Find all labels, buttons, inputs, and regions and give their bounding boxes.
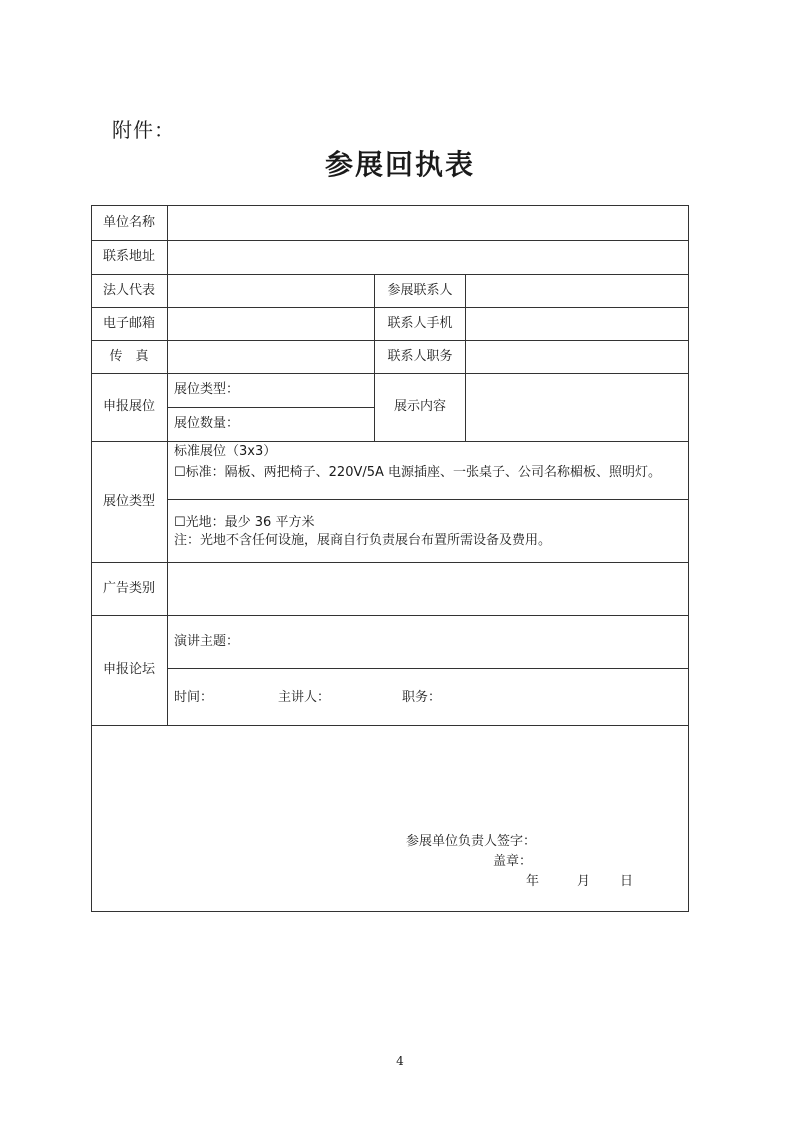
label-contact-phone: 联系人手机 <box>387 316 453 331</box>
booth-count-field: 展位数量： <box>174 416 240 431</box>
row-divider <box>92 240 688 241</box>
label-forum-apply: 申报论坛 <box>102 662 155 677</box>
label-contact-title: 联系人职务 <box>387 349 453 364</box>
row-divider <box>92 373 688 374</box>
label-contact-person: 参展联系人 <box>387 283 453 298</box>
page-title: 参展回执表 <box>324 148 475 181</box>
row-divider <box>92 615 688 616</box>
time-field: 时间： <box>174 690 214 705</box>
raw-space-note: 注：光地不含任何设施，展商自行负责展台布置所需设备及费用。 <box>174 533 552 548</box>
label-fax: 传 真 <box>109 349 149 364</box>
speaker-field: 主讲人： <box>278 690 331 705</box>
label-unit-name: 单位名称 <box>102 215 155 230</box>
date-day: 日 <box>620 874 634 889</box>
label-exhibit-content: 展示内容 <box>393 399 446 414</box>
row-divider <box>167 668 688 669</box>
row-divider <box>92 274 688 275</box>
label-email: 电子邮箱 <box>102 316 155 331</box>
label-booth-type: 展位类型 <box>102 494 155 509</box>
raw-space-option: ☐光地：最少 36 平方米 <box>174 515 315 530</box>
stamp-field: 盖章： <box>493 854 533 869</box>
row-divider <box>92 441 688 442</box>
date-month: 月 <box>577 874 591 889</box>
speech-topic-field: 演讲主题： <box>174 634 240 649</box>
row-divider <box>92 562 688 563</box>
column-divider <box>167 206 168 725</box>
row-divider <box>92 307 688 308</box>
registration-form <box>91 205 689 912</box>
position-field: 职务： <box>402 690 442 705</box>
signature-field: 参展单位负责人签字： <box>406 834 537 849</box>
booth-type-field: 展位类型： <box>174 382 240 397</box>
row-divider <box>92 725 688 726</box>
label-address: 联系地址 <box>102 249 155 264</box>
row-divider <box>167 407 374 408</box>
column-divider <box>465 274 466 441</box>
label-ad-type: 广告类别 <box>102 581 155 596</box>
attachment-label: 附件： <box>112 118 175 142</box>
row-divider <box>167 499 688 500</box>
row-divider <box>92 340 688 341</box>
standard-booth-desc: ☐标准：隔板、两把椅子、220V/5A 电源插座、一张桌子、公司名称楣板、照明灯。 <box>174 465 662 480</box>
page-number: 4 <box>396 1054 404 1068</box>
label-booth-apply: 申报展位 <box>102 399 155 414</box>
date-year: 年 <box>526 874 540 889</box>
label-legal-rep: 法人代表 <box>102 283 155 298</box>
standard-booth-title: 标准展位（3x3） <box>174 444 277 459</box>
